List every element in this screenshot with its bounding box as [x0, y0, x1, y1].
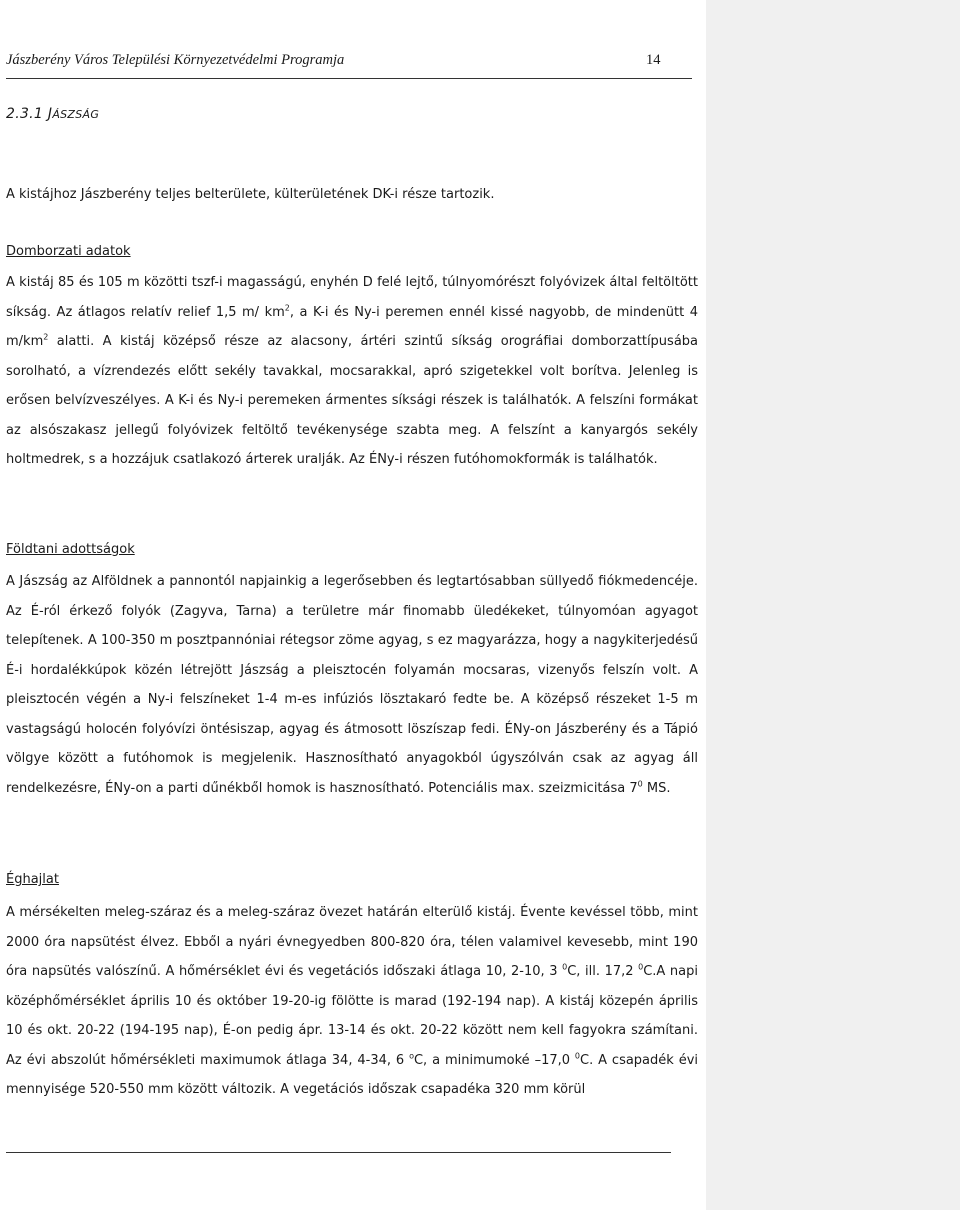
page-number: 14: [646, 52, 661, 68]
geology-text-b: MS.: [642, 780, 671, 796]
terrain-text-a: A kistáj 85 és 105 m közötti tszf-i magasságú, enyhén D felé lejtő, túlnyomórészt folyóvizek által feltöltött síkság. Az átlagos relatív relief 1,5 m/ km: [6, 275, 698, 320]
climate-text-c: C.A napi középhőmérséklet április 10 és október 19-20-ig fölötte is marad (192-194 nap). A kistáj közepén április 10 és okt. 20-22 (194-195 nap), É-on pedig ápr. 13-14 és okt. 20-22 között nem kell fagyokra számítani. Az évi abszolút hőmérsékleti maximumok átlaga 34, 4-34, 6: [6, 964, 698, 1068]
climate-heading: Éghajlat: [6, 872, 59, 887]
terrain-heading: Domborzati adatok: [6, 244, 131, 259]
terrain-text-b: , a K-i és Ny-i peremen ennél kissé nagyobb, de mindenütt 4 m/km: [6, 304, 698, 349]
climate-sup-d: 0: [574, 1051, 581, 1061]
section-title-initial: J: [47, 106, 53, 122]
section-number: 2.3.1: [6, 106, 44, 122]
climate-text-a: A mérsékelten meleg-száraz és a meleg-száraz övezet határán elterülő kistáj. Évente kevéssel több, mint 2000 óra napsütést élvez. Ebből a nyári évnegyedben 800-820 óra, télen valamivel kevesebb, mint 190 óra napsütés valószínű. A hőmérséklet évi és vegetációs időszaki átlaga 10, 2-10, 3: [6, 905, 698, 979]
climate-sup-c: o: [409, 1051, 414, 1061]
page-header: [6, 50, 692, 79]
climate-text-d: C, a minimumoké –17,0: [413, 1052, 575, 1068]
section-title-rest: ÁSZSÁG: [52, 108, 100, 121]
geology-sup-a: 0: [637, 779, 643, 789]
intro-paragraph: A kistájhoz Jászberény teljes belterülete, külterületének DK-i része tartozik.: [6, 187, 495, 202]
climate-sup-a: 0: [562, 962, 568, 972]
header-title: Jászberény Város Települési Környezetvédelmi Programja: [6, 52, 345, 68]
geology-heading: Földtani adottságok: [6, 542, 135, 557]
geology-paragraph: [6, 567, 698, 803]
geology-text-a: A Jászság az Alföldnek a pannontól napjainkig a legerősebben és legtartósabban süllyedő fiókmedencéje. Az É-ról érkező folyók (Zagyva, Tarna) a területre már finomabb üledékeket, túlnyomóan agyagot telepítenek. A 100-350 m posztpannóniai rétegsor zöme agyag, s ez magyarázza, hogy a nagykiterjedésű É-i hordalékkúpok közén létrejött Jászság a pleisztocén folyamán mocsaras, vizenyős felszín volt. A pleisztocén végén a Ny-i felszíneket 1-4 m-es infúziós lösztakaró fedte be. A középső részeket 1-5 m vastagságú holocén folyóvízi öntésiszap, agyag és átmosott löszíszap fedi. ÉNy-on Jászberény és a Tápió völgye között a futóhomok is megjelenik. Hasznosítható anyagokból úgyszólván csak az agyag áll rendelkezésre, ÉNy-on a parti dűnékből homok is hasznosítható. Potenciális max. szeizmicitása 7: [6, 574, 698, 796]
terrain-sup-a: 2: [284, 303, 290, 313]
climate-text-b: C, ill. 17,2: [567, 964, 639, 979]
section-heading: [6, 106, 99, 122]
terrain-text-c: alatti. A kistáj középső része az alacsony, ártéri szintű síkság orográfiai domborzattípusába sorolható, a vízrendezés előtt sekély tavakkal, mocsarakkal, apró szigetekkel volt borítva. Jelenleg is erősen belvízveszélyes. A K-i és Ny-i peremeken ármentes síksági részek is találhatók. A felszíni formákat az alsószakasz jellegű folyóvizek feltöltő tevékenysége szabta meg. A felszínt a kanyargós sekély holtmedrek, s a hozzájuk csatlakozó árterek uralják. Az ÉNy-i részen futóhomokformák is találhatók.: [6, 334, 698, 467]
climate-sup-b: 0: [638, 962, 644, 972]
terrain-paragraph: [6, 268, 698, 475]
climate-text-e: C. A csapadék évi mennyisége 520-550 mm között változik. A vegetációs időszak csapadéka 320 mm körül: [6, 1052, 699, 1097]
footer-rule: [6, 1152, 671, 1153]
terrain-sup-b: 2: [43, 332, 49, 342]
comment-margin: [706, 0, 960, 1210]
climate-paragraph: [6, 898, 698, 1105]
